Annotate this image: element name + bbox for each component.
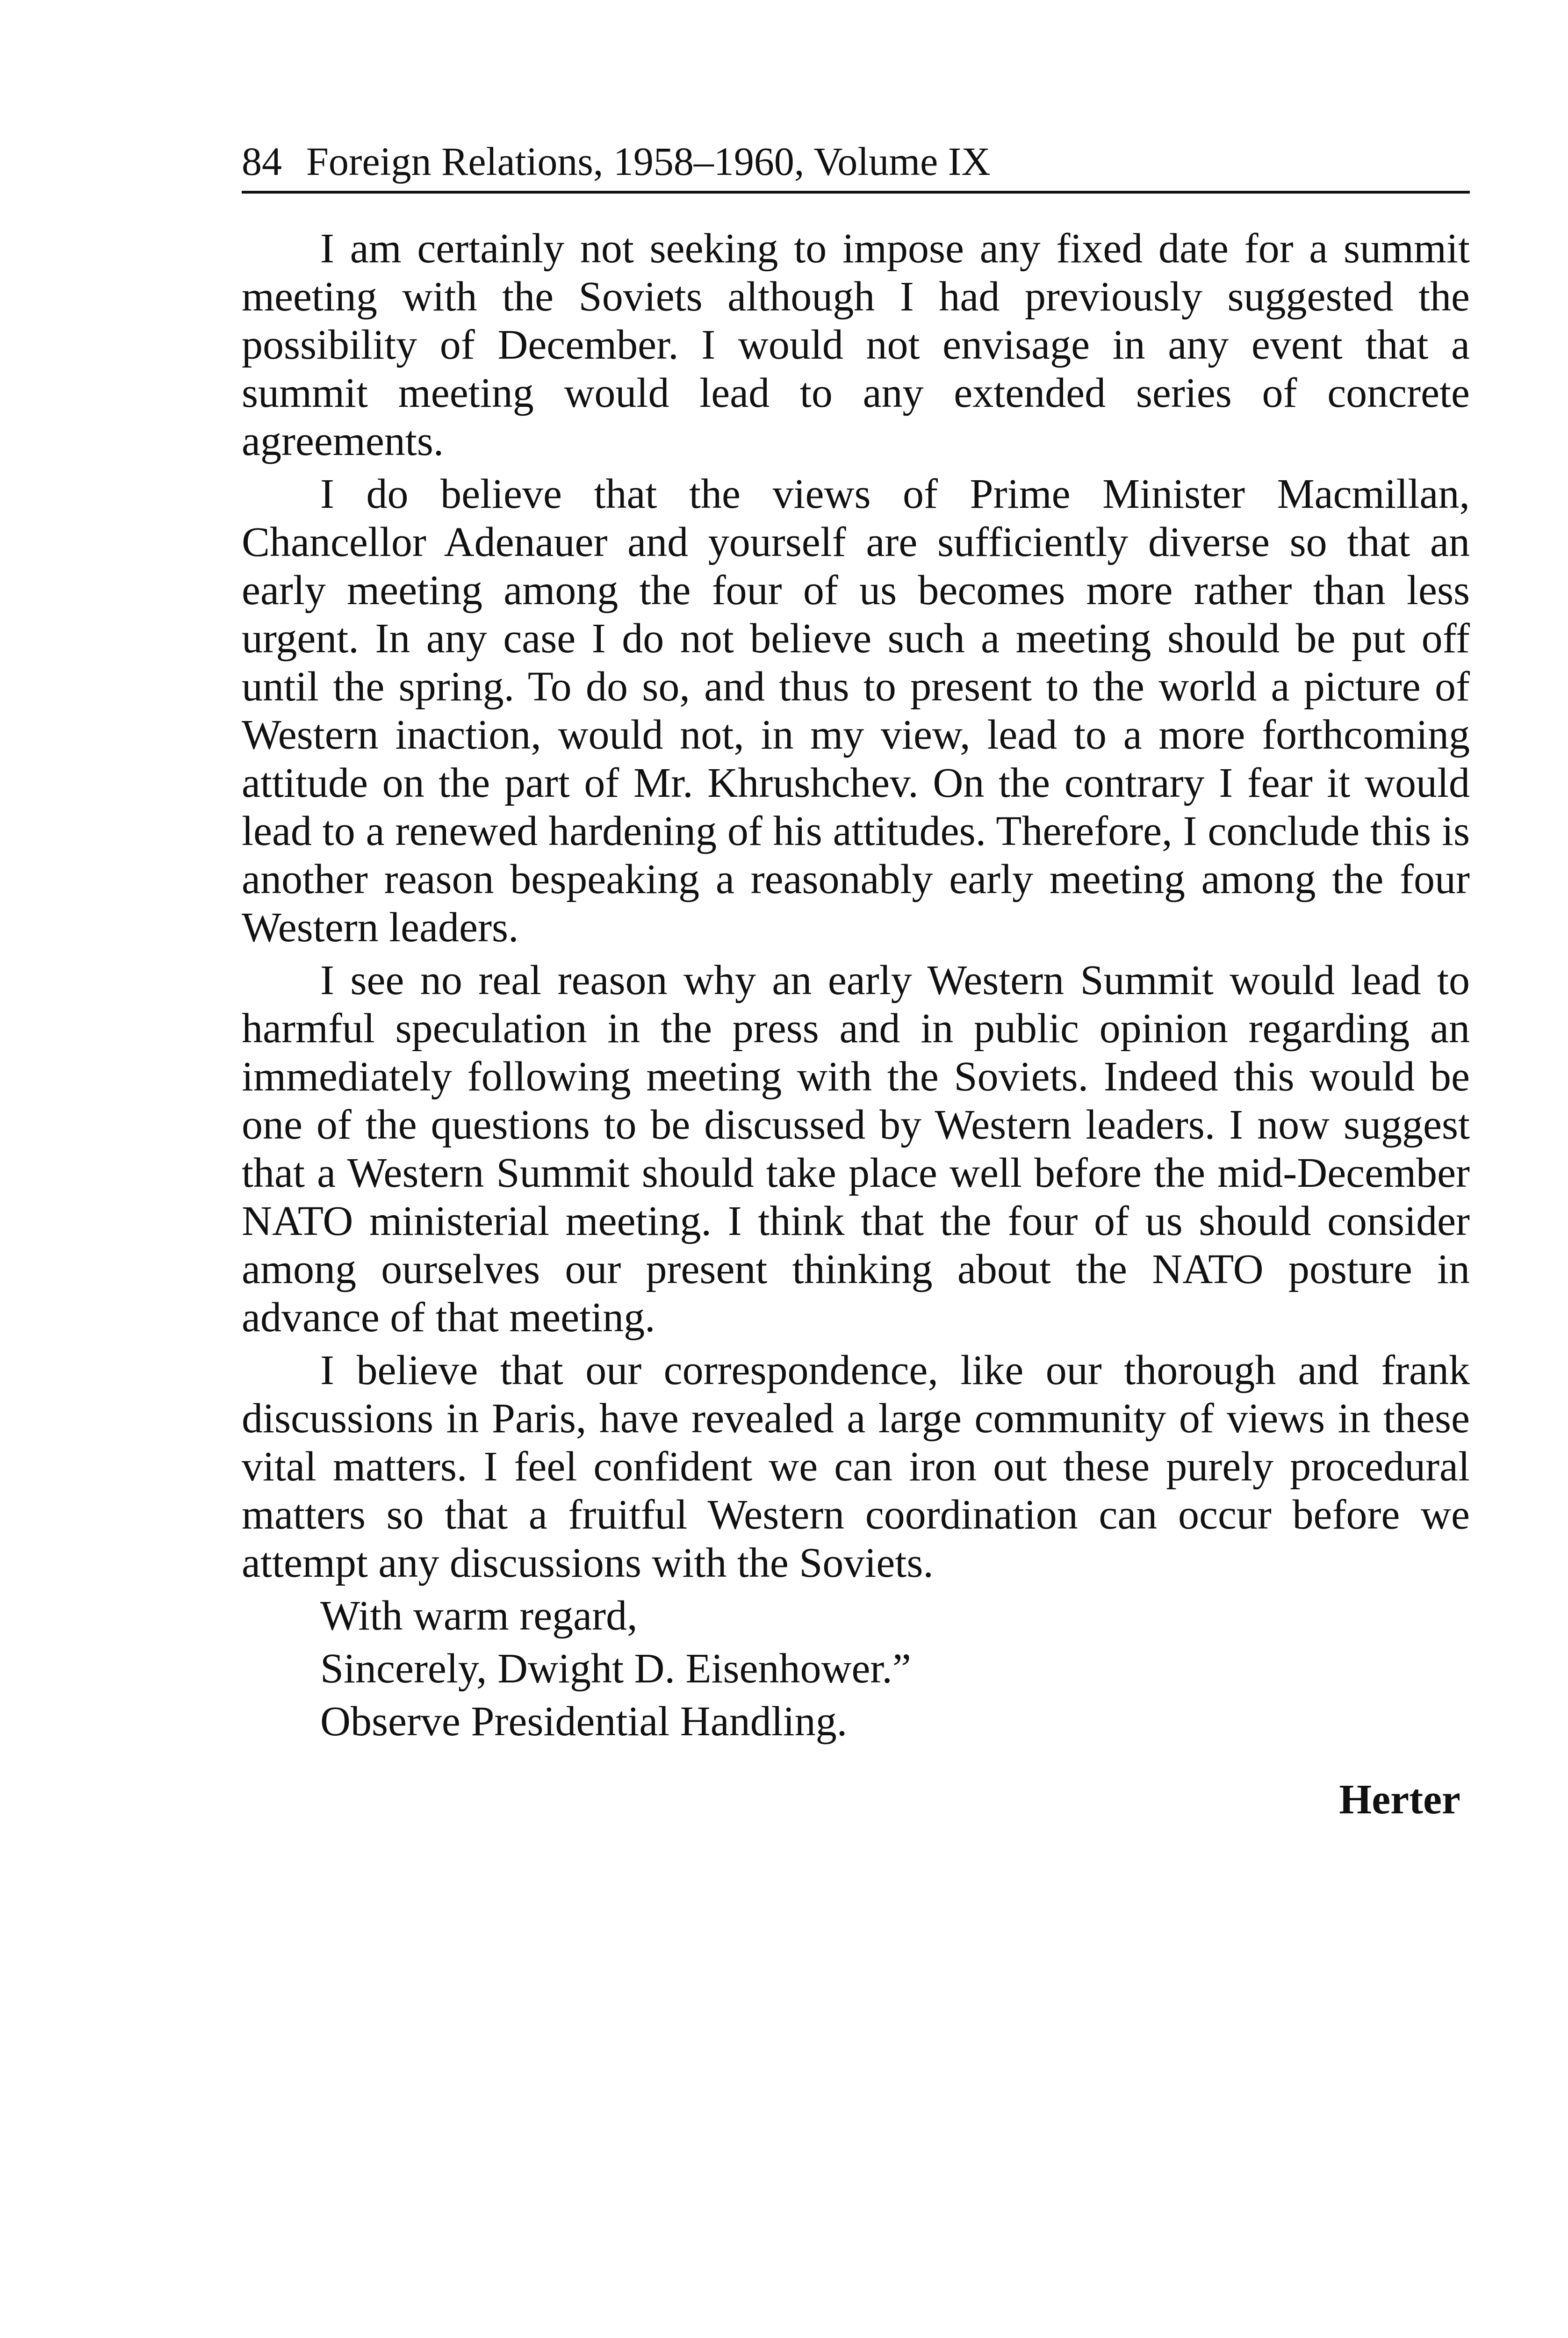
sign-off-line: Sincerely, Dwight D. Eisenhower.” <box>320 1645 911 1692</box>
document-page <box>242 136 1470 1824</box>
signature: Herter <box>1339 1776 1460 1823</box>
body-paragraph-1: I am certainly not seeking to impose any fixed date for a summit meeting with the Soviets although I had previously suggested the possibility of December. I would not envisage in any event that a summit meeting would lead to any extended series of concrete agreements. <box>242 225 1470 464</box>
running-head <box>242 136 1470 194</box>
closing-line: With warm regard, <box>320 1593 638 1639</box>
body-paragraph-3: I see no real reason why an early Western Summit would lead to harmful speculation in the press and in public opinion regarding an immediately following meeting with the Soviets. Indeed this would be one of the questions to be discussed by Western leaders. I now suggest that a Western Summit should take place well before the mid-December NATO ministerial meeting. I think that the four of us should consider among ourselves our present thinking about the NATO posture in advance of that meeting. <box>242 957 1470 1341</box>
handling-note: Observe Presidential Handling. <box>320 1698 848 1745</box>
body-paragraph-2: I do believe that the views of Prime Minister Macmillan, Chancellor Adenauer and yourself are sufficiently diverse so that an early meeting among the four of us becomes more rather than less urgent. In any case I do not believe such a meeting should be put off until the spring. To do so, and thus to present to the world a picture of Western inaction, would not, in my view, lead to a more forthcoming attitude on the part of Mr. Khrushchev. On the contrary I fear it would lead to a renewed hardening of his attitudes. Therefore, I conclude this is another reason bespeaking a reasonably early meeting among the four Western leaders. <box>242 471 1470 951</box>
page-number: 84 <box>242 139 282 184</box>
letter-body <box>242 224 1470 1746</box>
running-head-title: Foreign Relations, 1958–1960, Volume IX <box>306 139 991 184</box>
body-paragraph-4: I believe that our correspondence, like our thorough and frank discussions in Paris, have revealed a large community of views in these vital matters. I feel confident we can iron out these purely procedural matters so that a fruitful Western coordination can occur before we attempt any discussions with the Soviets. <box>242 1347 1470 1586</box>
